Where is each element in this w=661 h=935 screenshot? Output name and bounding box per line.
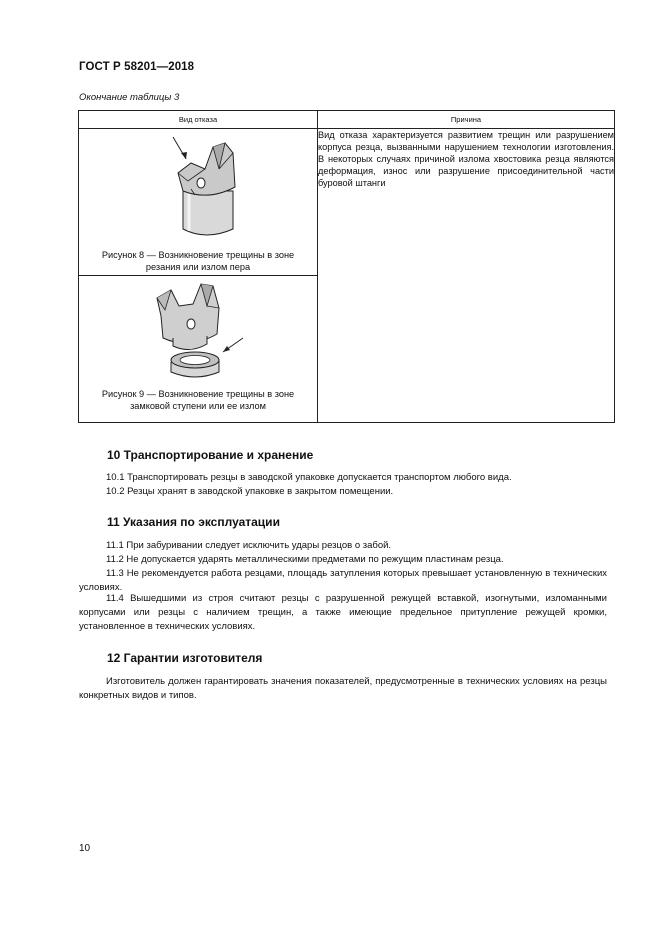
paragraph-10-1: 10.1 Транспортировать резцы в заводской упаковке допускается транспортом любого вида. <box>106 472 512 483</box>
column-header-cause: Причина <box>318 111 615 129</box>
section-10-title: 10 Транспортирование и хранение <box>107 448 314 462</box>
column-header-failure-type: Вид отказа <box>79 111 318 129</box>
paragraph-12-1: Изготовитель должен гарантировать значения показателей, предусмотренные в технических условиях на резцы конкретных видов и типов. <box>79 676 607 701</box>
paragraph-11-4: 11.4 Вышедшими из строя считают резцы с разрушенной режущей вставкой, изогнутыми, изломанными корпусами или резцы с наличием трещин, а также имеющие предельное притупление режущей кромки, установленное в технических условиях. <box>79 593 607 632</box>
figure-9-caption: Рисунок 9 — Возникновение трещины в зоне замковой ступени или ее излом <box>101 389 295 411</box>
section-12-title: 12 Гарантии изготовителя <box>107 651 263 665</box>
failure-table <box>78 110 615 423</box>
page-number: 10 <box>79 843 91 854</box>
figure-8-image <box>83 129 313 249</box>
table-caption: Окончание таблицы 3 <box>79 92 180 103</box>
paragraph-11-1: 11.1 При забуривании следует исключить удары резцов о забой. <box>106 540 392 551</box>
paragraph-10-2: 10.2 Резцы хранят в заводской упаковке в закрытом помещении. <box>106 486 394 497</box>
document-header: ГОСТ Р 58201—2018 <box>79 61 195 73</box>
cause-text: Вид отказа характеризуется развитием трещин или разрушением корпуса резца, вызванными нарушением технологии изготовления. В некоторых случаях причиной излома хвостовика резца являются деформация, износ или разрушение присоединительной части буровой штанги <box>318 129 615 423</box>
figure-9-image <box>83 276 313 388</box>
section-11-title: 11 Указания по эксплуатации <box>107 515 280 529</box>
figure-8-caption: Рисунок 8 — Возникновение трещины в зоне резания или излом пера <box>101 250 295 272</box>
paragraph-11-2: 11.2 Не допускается ударять металлическими предметами по режущим пластинам резца. <box>106 554 504 565</box>
figure-9-cell <box>79 276 318 423</box>
paragraph-11-3: 11.3 Не рекомендуется работа резцами, площадь затупления которых превышает установленную в технических условиях. <box>79 568 607 593</box>
figure-8-cell <box>79 129 318 276</box>
